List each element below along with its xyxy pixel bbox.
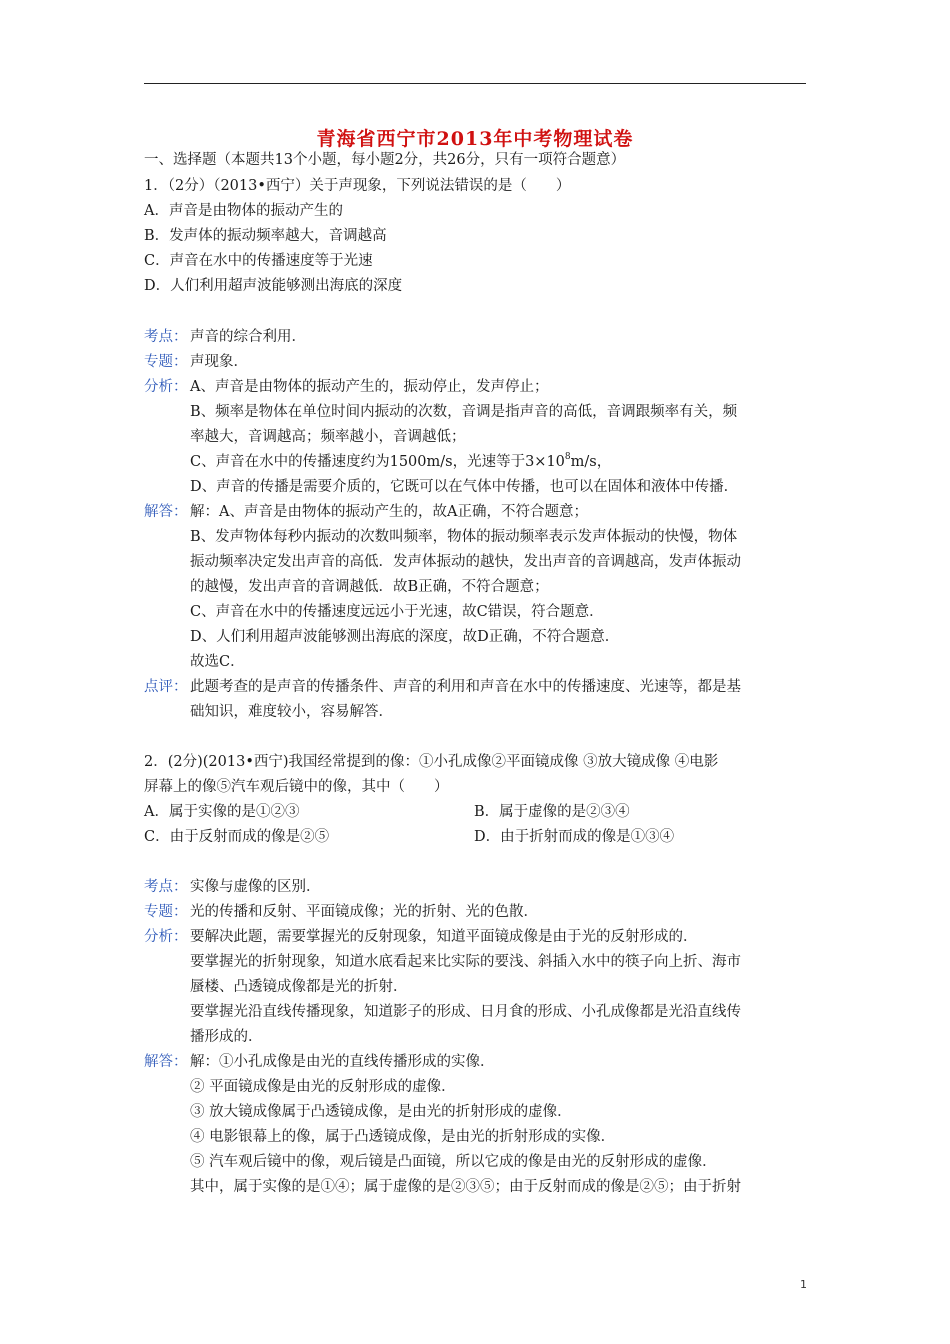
page-number: 1 [800, 1278, 807, 1291]
q2-zhuanti-label: 专题： [144, 904, 188, 920]
q1-jieda-line: 振动频率决定发出声音的高低．发声体振动的越快，发出声音的音调越高，发声体振动 [190, 554, 741, 570]
q1-fenxi-speed-text: C、声音在水中的传播速度约为1500m/s，光速等于3×10 [190, 454, 565, 470]
q1-jieda-line: B、发声物体每秒内振动的次数叫频率，物体的振动频率表示发声体振动的快慢，物体 [190, 529, 738, 545]
q1-dianping-line: 础知识，难度较小，容易解答． [190, 704, 393, 720]
q2-option-a: A．属于实像的是①②③ [144, 804, 300, 820]
q2-option-b: B．属于虚像的是②③④ [474, 804, 630, 820]
q2-fenxi-label: 分析： [144, 929, 188, 945]
q1-fenxi-line: 率越大，音调越高；频率越小，音调越低； [190, 429, 466, 445]
q2-jieda-line: ② 平面镜成像是由光的反射形成的虚像． [190, 1079, 456, 1095]
q1-option-a: A．声音是由物体的振动产生的 [144, 203, 343, 219]
q2-stem-line: 2．(2分)(2013•西宁)我国经常提到的像：①小孔成像②平面镜成像 ③放大镜成像 ④电影 [144, 754, 719, 770]
q1-kaodian: 声音的综合利用． [190, 329, 306, 345]
q2-jieda-line: ④ 电影银幕上的像，属于凸透镜成像，是由光的折射形成的实像． [190, 1129, 616, 1145]
q1-fenxi-unit: m/s， [570, 454, 612, 470]
q2-zhuanti: 光的传播和反射、平面镜成像；光的折射、光的色散． [190, 904, 538, 920]
q1-dianping-line: 此题考查的是声音的传播条件、声音的利用和声音在水中的传播速度、光速等，都是基 [190, 679, 741, 695]
q1-jieda-line: 解：A、声音是由物体的振动产生的，故A正确，不符合题意； [190, 504, 588, 520]
q2-jieda-line: 其中，属于实像的是①④；属于虚像的是②③⑤；由于反射而成的像是②⑤；由于折射 [190, 1179, 741, 1195]
q1-dianping-label: 点评： [144, 679, 188, 695]
q1-fenxi-line: D、声音的传播是需要介质的，它既可以在气体中传播，也可以在固体和液体中传播． [190, 479, 739, 495]
q1-jieda-line: 的越慢，发出声音的音调越低．故B正确，不符合题意； [190, 579, 549, 595]
q2-fenxi-line: 要解决此题，需要掌握光的反射现象，知道平面镜成像是由于光的反射形成的． [190, 929, 698, 945]
q2-option-c: C．由于反射而成的像是②⑤ [144, 829, 330, 845]
q2-stem-line: 屏幕上的像⑤汽车观后镜中的像，其中（ ） [144, 779, 449, 795]
q2-kaodian: 实像与虚像的区别． [190, 879, 321, 895]
q2-jieda-line: ③ 放大镜成像属于凸透镜成像，是由光的折射形成的虚像． [190, 1104, 572, 1120]
q2-option-d: D．由于折射而成的像是①③④ [474, 829, 675, 845]
page-title: 青海省西宁市2013年中考物理试卷 [316, 128, 634, 150]
q2-jieda-line: ⑤ 汽车观后镜中的像，观后镜是凸面镜，所以它成的像是由光的反射形成的虚像． [190, 1154, 717, 1170]
q1-option-b: B．发声体的振动频率越大，音调越高 [144, 228, 387, 244]
q2-kaodian-label: 考点： [144, 879, 188, 895]
q1-fenxi-label: 分析： [144, 379, 188, 395]
q2-fenxi-line: 要掌握光沿直线传播现象，知道影子的形成、日月食的形成、小孔成像都是光沿直线传 [190, 1004, 741, 1020]
section-heading: 一、选择题（本题共13个小题，每小题2分，共26分，只有一项符合题意） [144, 152, 626, 168]
q1-fenxi-line [190, 452, 611, 472]
q1-fenxi-exponent: 8 [564, 452, 571, 462]
header-rule [144, 83, 806, 84]
q2-fenxi-line: 要掌握光的折射现象，知道水底看起来比实际的要浅、斜插入水中的筷子向上折、海市 [190, 954, 741, 970]
q1-jieda-line: 故选C． [190, 654, 245, 670]
q1-fenxi-line: B、频率是物体在单位时间内振动的次数，音调是指声音的高低，音调跟频率有关，频 [190, 404, 738, 420]
q1-fenxi-line: A、声音是由物体的振动产生的，振动停止，发声停止； [190, 379, 549, 395]
q1-jieda-label: 解答： [144, 504, 188, 520]
q1-zhuanti-label: 专题： [144, 354, 188, 370]
q1-kaodian-label: 考点： [144, 329, 188, 345]
q1-option-d: D．人们利用超声波能够测出海底的深度 [144, 278, 403, 294]
q1-zhuanti: 声现象． [190, 354, 248, 370]
q1-stem: 1．（2分）（2013•西宁）关于声现象，下列说法错误的是（ ） [144, 178, 571, 194]
q2-fenxi-line: 蜃楼、凸透镜成像都是光的折射． [190, 979, 408, 995]
q1-jieda-line: C、声音在水中的传播速度远远小于光速，故C错误，符合题意． [190, 604, 604, 620]
q2-jieda-label: 解答： [144, 1054, 188, 1070]
q1-option-c: C．声音在水中的传播速度等于光速 [144, 253, 373, 269]
q2-fenxi-line: 播形成的． [190, 1029, 263, 1045]
q1-jieda-line: D、人们利用超声波能够测出海底的深度，故D正确，不符合题意． [190, 629, 620, 645]
q2-jieda-line: 解：①小孔成像是由光的直线传播形成的实像． [190, 1054, 495, 1070]
